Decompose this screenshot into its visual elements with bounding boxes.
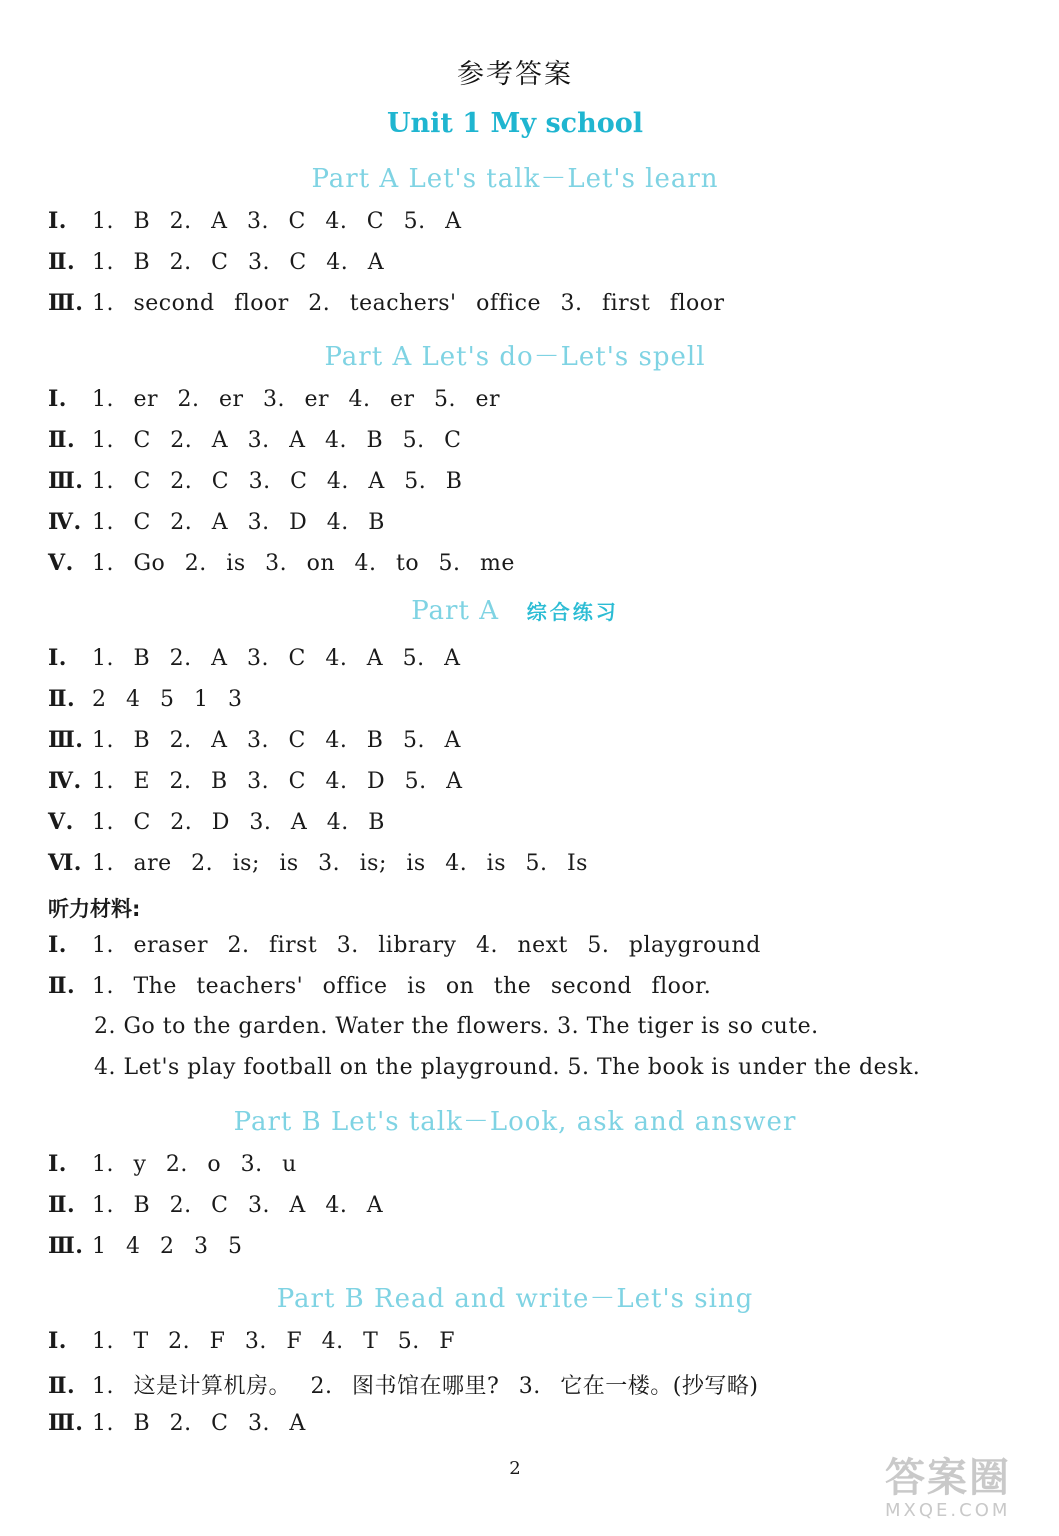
listening-label: 听力材料: [48, 897, 141, 921]
answer-line [48, 727, 461, 753]
answer-line [48, 1328, 455, 1354]
answer-text: 1. B 2. C 3. A [92, 1411, 306, 1436]
answer-line [48, 932, 761, 958]
page-number: 2 [509, 1458, 521, 1479]
answer-text: 1. B 2. C 3. C 4. A [92, 250, 385, 275]
answer-text: 1. C 2. C 3. C 4. A 5. B [92, 469, 463, 494]
answer-line [48, 427, 462, 453]
item-number: Ⅳ. [48, 768, 82, 794]
answer-text: 1. The teachers' office is on the second floor. [92, 974, 712, 999]
answer-text: 1. eraser 2. first 3. library 4. next 5. playground [92, 933, 761, 958]
answer-line [48, 249, 384, 275]
answer-text: 1. C 2. A 3. D 4. B [92, 510, 385, 535]
answer-text: 1. C 2. A 3. A 4. B 5. C [92, 428, 462, 453]
item-number: Ⅴ. [48, 550, 74, 576]
watermark-logo [885, 1456, 1045, 1528]
answer-text: 1. E 2. B 3. C 4. D 5. A [92, 769, 463, 794]
answer-line [48, 973, 711, 999]
item-number: Ⅳ. [48, 509, 82, 535]
listening-line: 4. Let's play football on the playground. 5. The book is under the desk. [94, 1055, 921, 1080]
watermark-text: 答案圈 [885, 1455, 1011, 1501]
item-number: Ⅰ. [48, 645, 67, 671]
answer-line [48, 809, 385, 835]
section-heading [0, 596, 1030, 626]
item-number: Ⅰ. [48, 208, 67, 234]
answer-line [48, 1233, 242, 1259]
answer-text: 1 4 2 3 5 [92, 1234, 243, 1259]
page-title: 参考答案 [457, 59, 573, 90]
item-number: Ⅲ. [48, 468, 84, 494]
item-number: Ⅱ. [48, 686, 76, 712]
section-heading: Part A Let's do－Let's spell [324, 342, 706, 372]
item-number: Ⅲ. [48, 727, 84, 753]
section-heading-en: Part A [411, 596, 499, 626]
item-number: Ⅲ. [48, 1233, 84, 1259]
section-heading: Part A Let's talk－Let's learn [311, 164, 719, 194]
answer-line [48, 290, 725, 316]
answer-text: 1. are 2. is; is 3. is; is 4. is 5. Is [92, 851, 588, 876]
answer-line [48, 686, 242, 712]
item-number: Ⅰ. [48, 932, 67, 958]
item-number: Ⅱ. [48, 1192, 76, 1218]
item-number: Ⅲ. [48, 1410, 84, 1436]
answer-line [48, 1410, 306, 1436]
answer-text: 1. C 2. D 3. A 4. B [92, 810, 385, 835]
answer-line [48, 208, 462, 234]
answer-text: 1. B 2. A 3. C 4. C 5. A [92, 209, 462, 234]
item-number: Ⅰ. [48, 1151, 67, 1177]
answer-text: 1. B 2. A 3. C 4. B 5. A [92, 728, 461, 753]
answer-line [48, 509, 385, 535]
watermark-url: MXQE.COM [885, 1500, 1011, 1521]
answer-line [48, 550, 515, 576]
item-number: Ⅱ. [48, 249, 76, 275]
item-number: Ⅱ. [48, 427, 76, 453]
answer-line [48, 386, 500, 412]
item-number: Ⅲ. [48, 290, 84, 316]
answer-line [48, 468, 462, 494]
answer-text: 1. T 2. F 3. F 4. T 5. F [92, 1329, 456, 1354]
answer-line [48, 1192, 383, 1218]
item-number: Ⅴ. [48, 809, 74, 835]
answer-text: 1. B 2. C 3. A 4. A [92, 1193, 384, 1218]
answer-line [48, 850, 588, 876]
answer-text: 1. B 2. A 3. C 4. A 5. A [92, 646, 461, 671]
listening-line: 2. Go to the garden. Water the flowers. 3. The tiger is so cute. [94, 1014, 819, 1039]
section-heading-cn: 综合练习 [526, 600, 619, 624]
answer-line [48, 1151, 297, 1177]
unit-heading: Unit 1 My school [386, 108, 643, 139]
item-number: Ⅵ. [48, 850, 82, 876]
answer-line [48, 1369, 758, 1400]
section-heading: Part B Let's talk－Look, ask and answer [233, 1107, 797, 1137]
answer-line [48, 768, 462, 794]
section-heading: Part B Read and write－Let's sing [276, 1284, 754, 1314]
item-number: Ⅱ. [48, 1373, 76, 1399]
answer-text: 1. er 2. er 3. er 4. er 5. er [92, 387, 501, 412]
item-number: Ⅰ. [48, 386, 67, 412]
answer-text: 1. y 2. o 3. u [92, 1152, 297, 1177]
answer-text: 1. second floor 2. teachers' office 3. first floor [92, 291, 725, 316]
answer-line [48, 645, 461, 671]
answer-text: 2 4 5 1 3 [92, 687, 243, 712]
answer-text: 1. 这是计算机房。 2. 图书馆在哪里? 3. 它在一楼。(抄写略) [92, 1374, 759, 1399]
item-number: Ⅰ. [48, 1328, 67, 1354]
answer-text: 1. Go 2. is 3. on 4. to 5. me [92, 551, 515, 576]
item-number: Ⅱ. [48, 973, 76, 999]
